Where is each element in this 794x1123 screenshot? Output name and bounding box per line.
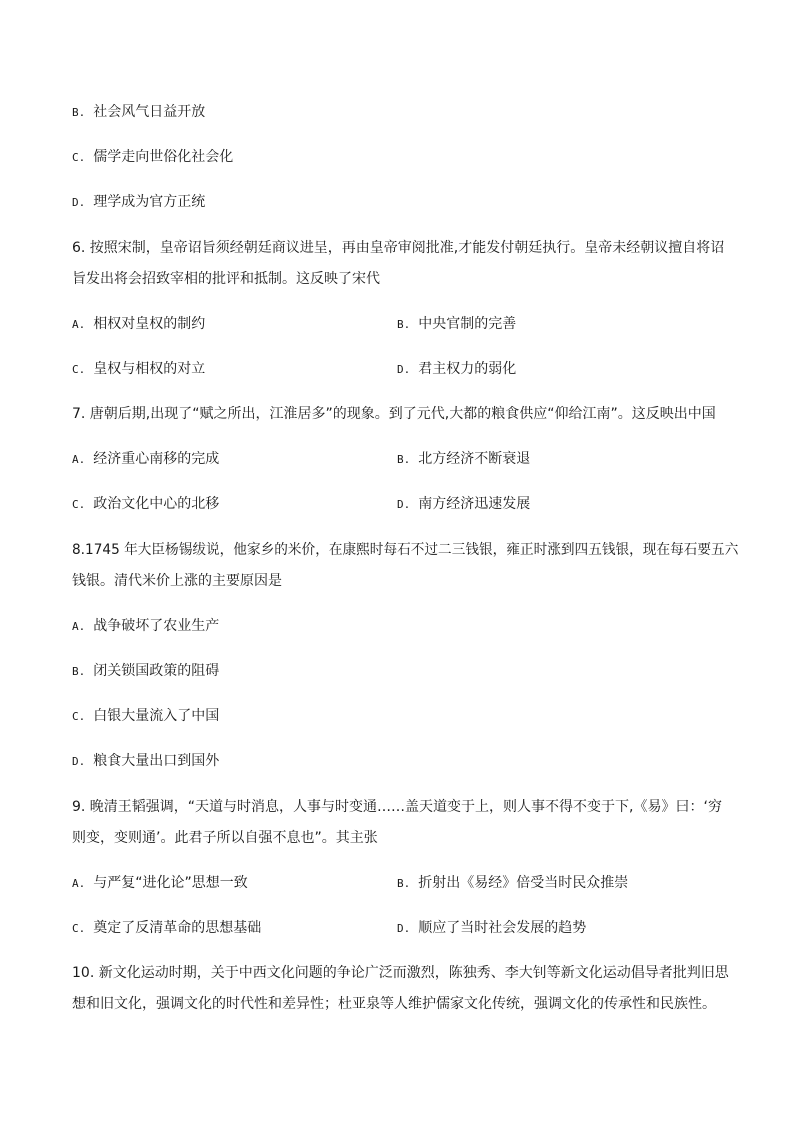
option-letter: C.: [72, 498, 86, 511]
q8-option-a: [72, 616, 219, 637]
option-letter: B.: [397, 318, 411, 331]
option-text: 君主权力的弱化: [418, 361, 517, 377]
q7-stem-line-1: 7. 唐朝后期,出现了“赋之所出，江淮居多”的现象。到了元代,大都的粮食供应“仰给江南”。这反映出中国: [72, 406, 716, 422]
option-letter: C.: [72, 922, 86, 935]
q5-option-b: [72, 102, 205, 123]
q7-option-d: [397, 494, 530, 515]
option-text: 奠定了反清革命的思想基础: [93, 920, 262, 936]
q8-stem-line-1: 8.1745 年大臣杨锡绂说，他家乡的米价，在康熙时每石不过二三钱银，雍正时涨到四五钱银，现在每石要五六: [72, 542, 739, 558]
option-text: 北方经济不断衰退: [418, 451, 531, 467]
option-letter: A.: [72, 318, 86, 331]
q6-stem-line-2: 旨发出将会招致宰相的批评和抵制。这反映了宋代: [72, 271, 380, 287]
option-text: 粮食大量出口到国外: [93, 753, 220, 769]
option-text: 白银大量流入了中国: [93, 708, 220, 724]
option-letter: A.: [72, 620, 86, 633]
option-text: 政治文化中心的北移: [93, 496, 220, 512]
option-text: 相权对皇权的制约: [93, 316, 206, 332]
option-letter: A.: [72, 453, 86, 466]
option-text: 理学成为官方正统: [93, 194, 206, 210]
q8-stem-line-2: 钱银。清代米价上涨的主要原因是: [72, 573, 282, 589]
q5-option-d: [72, 192, 205, 213]
q9-option-b: [397, 873, 628, 894]
q9-option-d: [397, 918, 586, 939]
option-text: 中央官制的完善: [418, 316, 517, 332]
option-letter: C.: [72, 363, 86, 376]
q6-option-d: [397, 359, 516, 380]
option-text: 与严复“进化论”思想一致: [93, 875, 248, 891]
option-letter: D.: [397, 922, 411, 935]
q7-option-a: [72, 449, 219, 470]
option-text: 南方经济迅速发展: [418, 496, 531, 512]
q6-stem-line-1: 6. 按照宋制，皇帝诏旨须经朝廷商议进呈，再由皇帝审阅批准,才能发付朝廷执行。皇帝未经朝议擅自将诏: [72, 240, 725, 256]
q6-option-c: [72, 359, 205, 380]
option-letter: C.: [72, 710, 86, 723]
q8-option-d: [72, 751, 219, 772]
q10-stem-line-2: 想和旧文化，强调文化的时代性和差异性；杜亚泉等人维护儒家文化传统，强调文化的传承性和民族性。: [72, 996, 716, 1012]
option-text: 皇权与相权的对立: [93, 361, 206, 377]
option-letter: D.: [397, 363, 411, 376]
option-text: 折射出《易经》倍受当时民众推崇: [418, 875, 629, 891]
option-text: 儒学走向世俗化社会化: [93, 149, 234, 165]
option-letter: C.: [72, 151, 86, 164]
option-text: 战争破坏了农业生产: [93, 618, 220, 634]
q10-stem-line-1: 10. 新文化运动时期，关于中西文化问题的争论广泛而激烈，陈独秀、李大钊等新文化运动倡导者批判旧思: [72, 965, 729, 981]
option-letter: D.: [397, 498, 411, 511]
option-letter: B.: [72, 106, 86, 119]
q8-option-c: [72, 706, 219, 727]
option-text: 社会风气日益开放: [93, 104, 206, 120]
q5-option-c: [72, 147, 233, 168]
option-letter: B.: [397, 453, 411, 466]
q6-option-b: [397, 314, 516, 335]
option-letter: A.: [72, 877, 86, 890]
q8-option-b: [72, 661, 219, 682]
option-letter: B.: [397, 877, 411, 890]
option-text: 经济重心南移的完成: [93, 451, 220, 467]
q9-option-c: [72, 918, 261, 939]
q9-stem-line-2: 则变，变则通’。此君子所以自强不息也”。其主张: [72, 830, 378, 846]
q9-stem-line-1: 9. 晚清王韬强调，“天道与时消息，人事与时变通……盖天道变于上，则人事不得不变于下,《易》曰：‘穷: [72, 799, 722, 815]
q6-option-a: [72, 314, 205, 335]
option-letter: D.: [72, 196, 86, 209]
option-text: 闭关锁国政策的阻碍: [93, 663, 220, 679]
option-letter: D.: [72, 755, 86, 768]
option-text: 顺应了当时社会发展的趋势: [418, 920, 587, 936]
q7-option-b: [397, 449, 530, 470]
q7-option-c: [72, 494, 219, 515]
option-letter: B.: [72, 665, 86, 678]
q9-option-a: [72, 873, 248, 894]
